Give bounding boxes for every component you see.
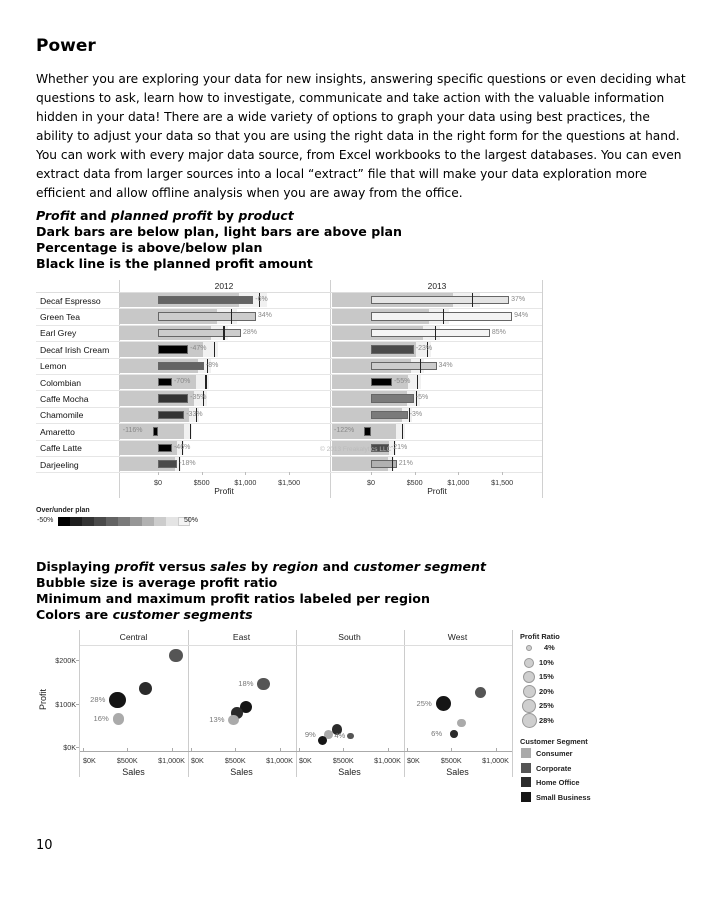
- x-tick-mark: [280, 748, 281, 751]
- x-axis-title: Sales: [338, 767, 361, 777]
- over-under-percent-label: -33%: [186, 410, 203, 418]
- bubble-consumer: [113, 713, 125, 725]
- over-under-percent-label: 34%: [438, 361, 453, 369]
- x-tick-mark: [388, 748, 389, 751]
- size-legend-circle: [526, 645, 532, 651]
- header-rule: [404, 645, 512, 646]
- profit-bar: [371, 312, 512, 320]
- x-tick-label: $1,500: [278, 478, 301, 488]
- legend-color-step: [118, 517, 130, 526]
- chart2-caption: [36, 559, 486, 623]
- x-tick-label: $0: [367, 478, 375, 488]
- x-tick-label: $500: [406, 478, 423, 488]
- x-tick-label: $0K: [191, 756, 204, 765]
- size-legend-label: 10%: [539, 657, 554, 667]
- copyright-watermark: © 2013 Freakalytics LLC: [320, 446, 392, 453]
- over-under-percent-label: -21%: [390, 443, 408, 451]
- x-axis-title: Profit: [427, 486, 447, 497]
- x-tick-mark: [245, 472, 246, 475]
- x-tick-label: $1,000: [447, 478, 470, 488]
- bubble-consumer: [228, 715, 238, 725]
- over-under-percent-label: 85%: [491, 328, 506, 336]
- page-title: Power: [36, 36, 96, 56]
- profit-bar: [158, 378, 172, 386]
- profit-ratio-label: 6%: [431, 728, 443, 738]
- panel-divider: [188, 630, 189, 777]
- legend-color-step: [166, 517, 178, 526]
- row-label-product: Decaf Irish Cream: [40, 344, 110, 355]
- legend-color-step: [106, 517, 118, 526]
- legend-color-step: [58, 517, 70, 526]
- legend-color-step: [70, 517, 82, 526]
- over-under-percent-label: 34%: [257, 312, 272, 320]
- size-legend-circle: [522, 713, 537, 728]
- bubble-corporate: [475, 687, 486, 698]
- x-tick-mark: [158, 472, 159, 475]
- x-tick-label: $500K: [332, 756, 354, 765]
- x-tick-mark: [202, 472, 203, 475]
- bubble-small-business: [109, 692, 126, 709]
- region-header-east: East: [232, 632, 251, 642]
- x-tick-label: $1,000K: [266, 756, 293, 765]
- legend-color-step: [82, 517, 94, 526]
- row-divider: [36, 358, 542, 359]
- x-axis-title: Sales: [230, 767, 253, 777]
- row-label-product: Chamomile: [40, 410, 84, 421]
- x-tick-label: $500K: [224, 756, 246, 765]
- profit-bar: [158, 394, 188, 402]
- over-under-percent-label: -116%: [122, 427, 143, 435]
- x-axis-line: [296, 751, 404, 752]
- size-legend-label: 4%: [544, 643, 555, 652]
- color-legend-swatch: [521, 792, 531, 802]
- over-under-percent-label: -3%: [409, 410, 423, 418]
- caption-line-4: Black line is the planned profit amount: [36, 256, 313, 271]
- panel-header-2012: 2012: [214, 281, 234, 291]
- profit-bar: [158, 411, 184, 419]
- x-tick-mark: [299, 748, 300, 751]
- row-divider: [36, 423, 542, 424]
- planned-profit-line: [435, 326, 436, 340]
- profit-bar: [371, 394, 414, 402]
- legend-min-label: -50%: [37, 517, 54, 524]
- profit-ratio-label: 9%: [304, 729, 316, 739]
- region-header-central: Central: [119, 632, 148, 642]
- over-under-percent-label: -47%: [190, 345, 207, 353]
- size-legend-circle: [524, 658, 534, 668]
- x-tick-mark: [371, 472, 372, 475]
- color-legend-label: Small Business: [536, 792, 591, 802]
- color-legend-label: Home Office: [536, 778, 580, 787]
- panel-divider: [404, 630, 405, 777]
- y-axis-title: Profit: [38, 688, 48, 710]
- row-label-product: Decaf Espresso: [40, 295, 101, 306]
- profit-bar: [158, 312, 256, 320]
- over-under-percent-label: -18%: [179, 460, 196, 467]
- panel-divider: [296, 630, 297, 777]
- row-divider: [36, 325, 542, 326]
- over-under-percent-label: 94%: [514, 312, 529, 320]
- caption-line-2: Dark bars are below plan, light bars are above plan: [36, 224, 403, 239]
- size-legend-circle: [522, 699, 536, 713]
- profit-bar: [158, 329, 241, 337]
- profit-ratio-label: 4%: [334, 731, 346, 741]
- bubble-home-office: [139, 682, 152, 695]
- row-divider: [36, 390, 542, 391]
- x-tick-mark: [415, 472, 416, 475]
- x-axis-title: Profit: [214, 486, 234, 497]
- profit-bar: [153, 427, 158, 435]
- profit-ratio-label: 25%: [416, 698, 432, 708]
- caption-line-3: Minimum and maximum profit ratios labeled per region: [36, 591, 430, 606]
- legend-color-step: [94, 517, 106, 526]
- row-divider: [36, 440, 542, 441]
- over-under-percent-label: -8%: [205, 361, 219, 369]
- panel-divider: [79, 630, 80, 777]
- profit-bar: [371, 345, 414, 353]
- x-tick-label: $1,000K: [374, 756, 401, 765]
- size-legend-label: 28%: [539, 715, 554, 725]
- region-header-west: West: [447, 632, 468, 642]
- profit-bar: [158, 296, 253, 304]
- caption-line-3: Percentage is above/below plan: [36, 240, 263, 255]
- bubble-home-office: [450, 730, 458, 738]
- size-legend-title: Profit Ratio: [520, 632, 560, 641]
- bubble-corporate: [257, 678, 270, 691]
- profit-bar: [158, 460, 177, 468]
- row-label-product: Amaretto: [40, 426, 75, 437]
- x-tick-mark: [191, 748, 192, 751]
- x-axis-title: Sales: [122, 767, 145, 777]
- x-tick-mark: [407, 748, 408, 751]
- over-under-percent-label: -35%: [190, 394, 207, 402]
- profit-bar: [364, 427, 371, 435]
- region-header-south: South: [338, 632, 361, 642]
- size-legend-circle: [523, 671, 535, 683]
- x-tick-label: $1,000: [234, 478, 257, 488]
- x-tick-mark: [235, 748, 236, 751]
- x-axis-line: [188, 751, 296, 752]
- x-tick-label: $500K: [440, 756, 462, 765]
- profit-bar: [158, 345, 188, 353]
- x-tick-mark: [451, 748, 452, 751]
- panel-divider: [330, 280, 331, 498]
- x-tick-label: $1,500: [491, 478, 514, 488]
- size-legend-circle: [523, 685, 536, 698]
- color-legend-swatch: [521, 777, 531, 787]
- caption-line-2: Bubble size is average profit ratio: [36, 575, 278, 590]
- over-under-percent-label: 37%: [511, 296, 526, 303]
- caption-line-1: Profit and planned profit by product: [36, 208, 294, 223]
- legend-color-step: [142, 517, 154, 526]
- row-label-product: Green Tea: [40, 311, 80, 322]
- panel-header-2013: 2013: [427, 281, 447, 291]
- profit-ratio-label: 18%: [238, 678, 254, 688]
- size-legend-label: 20%: [539, 686, 554, 696]
- row-label-product: Colombian: [40, 377, 82, 388]
- legend-color-step: [130, 517, 142, 526]
- x-tick-label: $1,000K: [482, 756, 509, 765]
- profit-bar: [371, 329, 490, 337]
- over-under-percent-label: 21%: [398, 460, 413, 467]
- caption-line-1: Displaying profit versus sales by region and customer segment: [36, 559, 486, 574]
- size-legend-label: 15%: [539, 672, 554, 681]
- bubble-corporate: [169, 649, 182, 662]
- profit-ratio-label: 28%: [90, 695, 106, 705]
- bubble-corporate: [347, 733, 354, 740]
- profit-bar: [158, 444, 172, 452]
- color-legend-label: Consumer: [536, 749, 573, 758]
- profit-bar: [158, 362, 204, 370]
- row-label-product: Lemon: [40, 361, 67, 372]
- planned-profit-line: [472, 293, 473, 307]
- x-tick-label: $0K: [299, 756, 312, 765]
- profit-bar: [371, 378, 392, 386]
- caption-line-4: Colors are customer segments: [36, 607, 253, 622]
- over-under-percent-label: -5%: [415, 394, 429, 402]
- bubble-consumer: [457, 719, 466, 728]
- size-legend-label: 25%: [539, 701, 554, 710]
- x-tick-mark: [289, 472, 290, 475]
- planned-profit-line: [392, 457, 393, 471]
- color-legend-swatch: [521, 748, 531, 758]
- x-tick-label: $500: [193, 478, 210, 488]
- profit-ratio-label: 16%: [93, 713, 109, 723]
- over-under-percent-label: -46%: [173, 443, 191, 451]
- row-divider: [36, 456, 542, 457]
- legend-color-step: [154, 517, 166, 526]
- row-divider: [36, 374, 542, 375]
- over-under-percent-label: -23%: [415, 345, 433, 353]
- panel-divider: [542, 280, 543, 498]
- x-tick-label: $1,000K: [158, 756, 185, 765]
- x-tick-mark: [502, 472, 503, 475]
- x-tick-mark: [172, 748, 173, 751]
- legend-title: Over/under plan: [36, 507, 90, 514]
- planned-profit-line: [231, 309, 232, 323]
- x-tick-label: $0K: [407, 756, 420, 765]
- profit-ratio-label: 13%: [209, 715, 225, 725]
- header-rule: [296, 645, 404, 646]
- chart1-caption: [36, 208, 402, 272]
- planned-profit-line: [214, 342, 215, 356]
- x-tick-mark: [343, 748, 344, 751]
- color-legend-label: Corporate: [536, 763, 572, 773]
- intro-paragraph: Whether you are exploring your data for new insights, answering specific questions or even deciding what questions to ask, learn how to investigate, communicate and take action with the valuable information hidden in your data! There are a wide variety of options to graph your data using best practices, the ability to adjust your data so that you are using the right data in the right form for the questions at hand. You can work with every major data source, from Excel workbooks to the largest databases. You can even extract data from larger sources into a local “extract” file that will make your data exploration more efficient and allow offline analysis when you are away from the office.: [36, 72, 686, 200]
- x-tick-mark: [127, 748, 128, 751]
- planned-profit-line: [402, 424, 403, 438]
- over-under-percent-label: 28%: [243, 328, 258, 336]
- row-label-product: Darjeeling: [40, 459, 79, 470]
- panel-divider: [512, 630, 513, 777]
- over-under-percent-label: -55%: [393, 378, 411, 385]
- over-under-percent-label: -6%: [255, 296, 268, 303]
- x-tick-label: $0: [154, 478, 162, 488]
- row-label-product: Caffe Latte: [40, 443, 82, 454]
- page-number: 10: [36, 838, 53, 853]
- over-under-percent-label: -70%: [173, 378, 191, 385]
- y-tick-label: $200K: [55, 656, 76, 665]
- y-tick-label: $100K: [55, 699, 76, 709]
- row-divider: [36, 341, 542, 342]
- y-tick-label: $0K: [63, 743, 76, 752]
- planned-profit-line: [205, 375, 206, 389]
- x-axis-line: [404, 751, 512, 752]
- profit-bar: [371, 296, 509, 304]
- x-tick-label: $500K: [116, 756, 138, 765]
- color-legend-swatch: [521, 763, 531, 773]
- header-rule: [80, 645, 188, 646]
- planned-profit-line: [223, 326, 224, 340]
- bubble-small-business: [318, 736, 327, 745]
- row-divider: [36, 308, 542, 309]
- planned-profit-line: [190, 424, 191, 438]
- header-rule: [188, 645, 296, 646]
- bubble-small-business: [436, 696, 452, 712]
- x-axis-title: Sales: [446, 767, 469, 777]
- profit-bar: [371, 362, 437, 370]
- x-tick-mark: [496, 748, 497, 751]
- row-label-product: Earl Grey: [40, 328, 77, 339]
- planned-profit-line: [420, 359, 421, 373]
- profit-bar: [371, 411, 408, 419]
- x-tick-mark: [83, 748, 84, 751]
- x-tick-mark: [458, 472, 459, 475]
- row-divider: [36, 407, 542, 408]
- legend-max-label: 50%: [184, 517, 199, 524]
- x-axis-line: [80, 751, 188, 752]
- row-label-product: Caffe Mocha: [40, 393, 89, 404]
- planned-profit-line: [417, 375, 418, 389]
- x-tick-label: $0K: [83, 756, 96, 765]
- color-legend-title: Customer Segment: [520, 737, 588, 746]
- over-under-percent-label: -122%: [334, 427, 355, 435]
- planned-profit-line: [443, 309, 444, 323]
